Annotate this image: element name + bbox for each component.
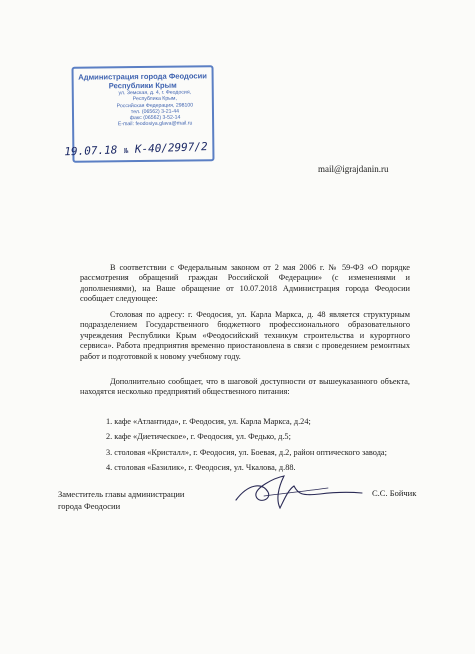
stamp-registration-number bbox=[64, 138, 254, 158]
signer-title-line1: Заместитель главы администрации bbox=[58, 489, 185, 499]
stamp-org-line2: Республики Крым bbox=[108, 80, 177, 91]
list-item: 2. кафе «Диетическое», г. Феодосия, ул. Федько, д.5; bbox=[106, 432, 291, 442]
catering-list bbox=[106, 414, 426, 476]
signer-title-line2: города Феодосии bbox=[58, 501, 121, 511]
handwritten-signature bbox=[228, 470, 368, 512]
paragraph-additional: Дополнительно сообщает, что в шаговой доступности от вышеуказанного объекта, находятся несколько предприятий общественного питания: bbox=[80, 377, 410, 397]
stamp-date: 19.07.18 bbox=[64, 143, 118, 159]
list-item: 4. столовая «Базилик», г. Феодосия, ул. Чкалова, д.88. bbox=[106, 463, 296, 473]
paragraph-intro: В соответствии с Федеральным законом от 2 мая 2006 г. № 59-ФЗ «О порядке рассмотрения обращений граждан Российской Федерации» (с изменениями и дополнениями), на Ваше обращение от 10.07.2018 Администрация города Феодосии сообщает следующее: bbox=[80, 263, 410, 304]
list-item: 1. кафе «Атлантида», г. Феодосия, ул. Карла Маркса, д.24; bbox=[106, 417, 311, 426]
stamp-addr-line: Российская Федерация, 298100 bbox=[116, 102, 194, 109]
stamp-number: К-40/2997/2 bbox=[134, 140, 208, 156]
signer-name: С.С. Бойчик bbox=[372, 488, 417, 498]
stamp-number-label: № bbox=[123, 146, 129, 156]
recipient-email: mail@igrajdanin.ru bbox=[318, 164, 389, 174]
stamp-addr-line: E-mail: feodosiya.glava@mail.ru bbox=[117, 120, 193, 128]
stamp-org-name bbox=[74, 71, 212, 90]
stamp-address bbox=[98, 89, 212, 128]
stamp-addr-line: Республика Крым, bbox=[132, 95, 177, 103]
stamp-org-line1: Администрация города Феодосии bbox=[78, 71, 208, 82]
list-item: 3. столовая «Кристалл», г. Феодосия, ул. Боевая, д.2, район оптического завода; bbox=[106, 447, 387, 457]
stamp-addr-line: ул. Земская, д. 4, г. Феодосия, bbox=[118, 89, 192, 97]
signer-title bbox=[58, 488, 184, 512]
registration-stamp bbox=[64, 65, 215, 162]
stamp-addr-line: факс (06562) 3-52-14 bbox=[129, 114, 181, 122]
stamp-addr-line: тел. (06562) 3-21-44 bbox=[130, 108, 180, 116]
paragraph-canteen: Столовая по адресу: г. Феодосия, ул. Карла Маркса, д. 48 является структурным подразделением Государственного бюджетного профессионального образовательного учреждения Республики Крым «Феодосийский техникум строительства и курортного сервиса». Работа предприятия временно приостановлена в связи с проведением ремонтных работ и подготовкой к новому учебному году. bbox=[80, 310, 410, 361]
